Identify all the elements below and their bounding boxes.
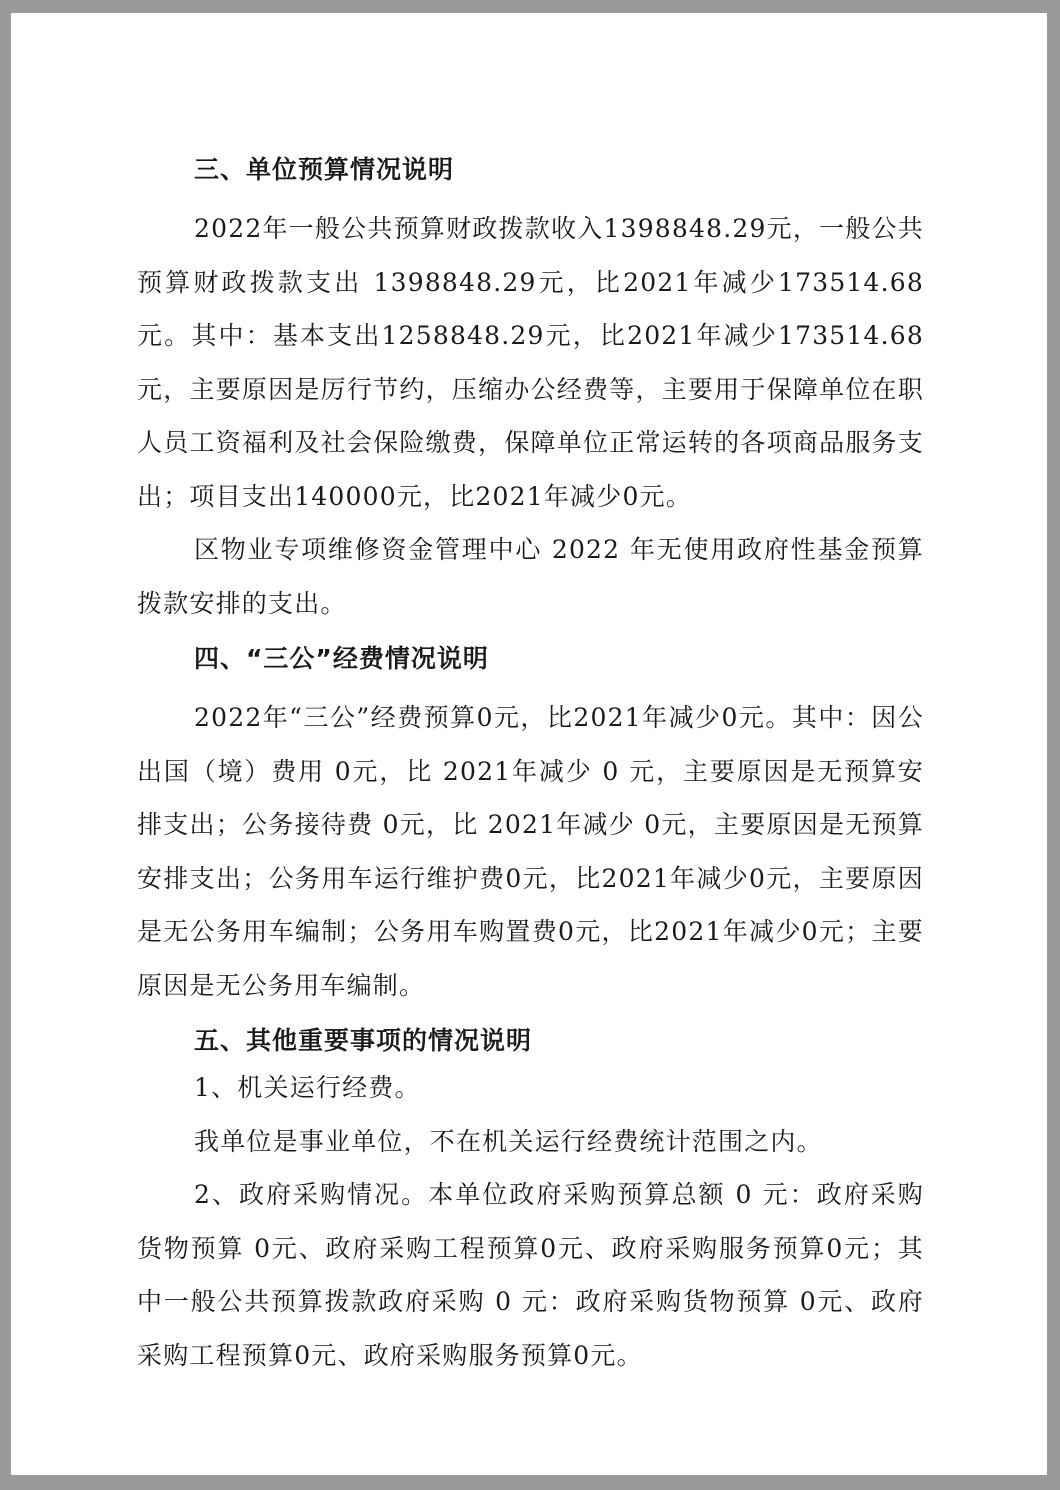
section-5-item-1-title: 1、机关运行经费。: [194, 1073, 421, 1102]
section-5-heading: 五、其他重要事项的情况说明: [194, 1026, 533, 1055]
section-4-heading: 四、“三公”经费情况说明: [194, 644, 489, 673]
section-5-item-1-text: 我单位是事业单位，不在机关运行经费统计范围之内。: [194, 1126, 823, 1156]
section-4-paragraph-1: 2022年“三公”经费预算0元，比2021年减少0元。其中：因公出国（境）费用 0元，比 2021年减少 0 元，主要原因是无预算安排支出；公务接待费 0元，比 2021年减少 0元，主要原因是无预算安排支出；公务用车运行维护费0元，比2021年减少0元，主要原因是无公务用车编制；公务用车购置费0元，比2021年减少0元；主要原因是无公务用车编制。: [137, 703, 924, 1000]
section-3-paragraph-2: 区物业专项维修资金管理中心 2022 年无使用政府性基金预算拨款安排的支出。: [137, 535, 924, 618]
section-3-heading: 三、单位预算情况说明: [194, 155, 455, 184]
section-3-paragraph-1: 2022年一般公共预算财政拨款收入1398848.29元，一般公共预算财政拨款支出 1398848.29元，比2021年减少173514.68 元。其中：基本支出1258848.29元，比2021年减少173514.68元，主要原因是厉行节约，压缩办公经费等，主要用于保障单位在职人员工资福利及社会保险缴费，保障单位正常运转的各项商品服务支出；项目支出140000元，比2021年减少0元。: [137, 214, 924, 511]
section-5-item-2-text: 2、政府采购情况。本单位政府采购预算总额 0 元：政府采购货物预算 0元、政府采购工程预算0元、政府采购服务预算0元；其中一般公共预算拨款政府采购 0 元：政府采购货物预算 0元、政府采购工程预算0元、政府采购服务预算0元。: [137, 1180, 924, 1370]
document-page: [11, 13, 1047, 1475]
document-body: [137, 149, 924, 1382]
